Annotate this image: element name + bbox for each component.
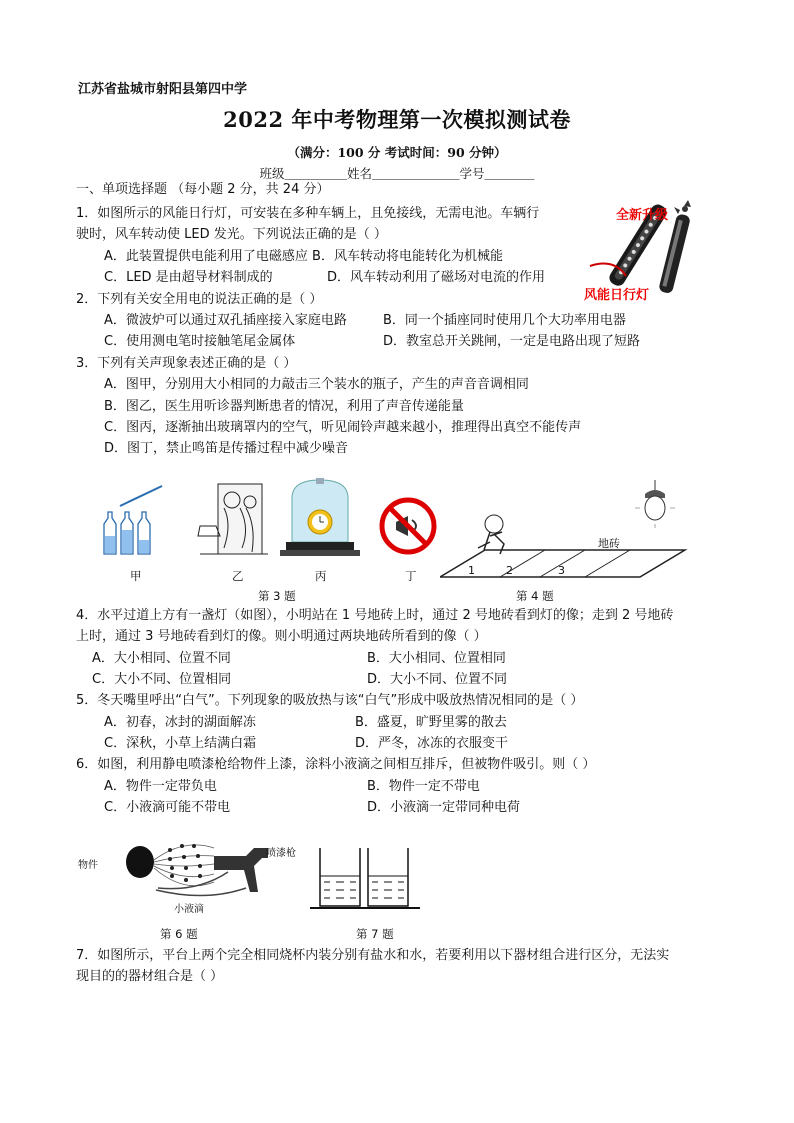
tile-number-1: 1 — [468, 564, 475, 577]
q2-option-c: C．使用测电笔时接触笔尾金属体 — [104, 334, 296, 349]
fig-label-yi: 乙 — [232, 569, 244, 583]
q6-option-d: D．小液滴一定带同种电荷 — [367, 800, 521, 815]
exam-title: 2022 年中考物理第一次模拟测试卷 — [223, 107, 571, 132]
q6-stem: 6．如图，利用静电喷漆枪给物件上漆，涂料小液滴之间相互排斥，但被物件吸引。则（ ） — [76, 757, 596, 772]
q1-stem-line1: 1．如图所示的风能日行灯，可安装在多种车辆上，且免接线，无需电池。车辆行 — [76, 206, 540, 221]
q5-option-d: D．严冬，冰冻的衣服变干 — [355, 736, 509, 751]
bottles-figure — [104, 486, 162, 554]
q4-option-b: B．大小相同、位置相同 — [367, 651, 506, 666]
q3-option-a: A．图甲，分别用大小相同的力敲击三个装水的瓶子，产生的声音音调相同 — [104, 377, 529, 392]
section-heading: 一、单项选择题 （每小题 2 分，共 24 分） — [76, 182, 330, 197]
q6-option-b: B．物件一定不带电 — [367, 779, 480, 794]
q4-stem-line1: 4．水平过道上方有一盏灯（如图），小明站在 1 号地砖上时，通过 2 号地砖看到灯的像；走到 2 号地砖 — [76, 608, 674, 623]
q5-option-b: B．盛夏，旷野里雾的散去 — [355, 715, 507, 730]
q7-stem-line1: 7．如图所示，平台上两个完全相同烧杯内装分别有盐水和水，若要利用以下器材组合进行区分，无法实 — [76, 948, 670, 963]
tile-label: 地砖 — [598, 537, 620, 550]
q2-option-d: D．教室总开关跳闸，一定是电路出现了短路 — [383, 334, 641, 349]
fig-label-ding: 丁 — [405, 569, 417, 583]
q4-caption: 第 4 题 — [516, 589, 554, 603]
q4-option-a: A．大小相同、位置不同 — [92, 651, 231, 666]
q2-option-b: B．同一个插座同时使用几个大功率用电器 — [383, 313, 626, 328]
q4-option-d: D．大小不同、位置不同 — [367, 672, 508, 687]
label-object: 物件 — [78, 860, 98, 871]
q6-option-a: A．物件一定带负电 — [104, 779, 217, 794]
q1-option-c: C．LED 是由超导材料制成的 — [104, 270, 273, 285]
tile-number-3: 3 — [558, 564, 565, 577]
q3-option-d: D．图丁，禁止鸣笛是传播过程中减少噪音 — [104, 441, 349, 456]
fig-label-bing: 丙 — [315, 569, 327, 583]
tile-number-2: 2 — [506, 564, 513, 577]
q4-stem-line2: 上时，通过 3 号地砖看到灯的像。则小明通过两块地砖所看到的像（ ） — [76, 629, 487, 644]
q3-caption: 第 3 题 — [258, 589, 296, 603]
q4-option-c: C．大小不同、位置相同 — [92, 672, 232, 687]
q6-figure — [78, 830, 308, 915]
no-honking-sign — [382, 500, 434, 552]
q2-option-a: A．微波炉可以通过双孔插座接入家庭电路 — [104, 313, 347, 328]
q7-beakers-figure — [310, 846, 420, 914]
badge-upgrade: 全新升级 — [616, 208, 669, 223]
exam-subtitle: （满分：100 分 考试时间：90 分钟） — [287, 145, 507, 160]
fig-label-jia: 甲 — [130, 569, 142, 583]
q2-stem: 2．下列有关安全用电的说法正确的是（ ） — [76, 292, 323, 307]
label-spray-gun: 喷漆枪 — [266, 848, 296, 859]
q6-option-c: C．小液滴可能不带电 — [104, 800, 231, 815]
q3-option-c: C．图丙，逐渐抽出玻璃罩内的空气，听见闹铃声越来越小，推理得出真空不能传声 — [104, 420, 582, 435]
q4-figure — [440, 480, 690, 580]
q3-option-b: B．图乙，医生用听诊器判断患者的情况，利用了声音传递能量 — [104, 399, 464, 414]
badge-product-name: 风能日行灯 — [584, 288, 650, 303]
student-info-line: 班级＿＿＿＿＿姓名＿＿＿＿＿＿＿学号＿＿＿＿ — [259, 166, 535, 181]
label-droplets: 小液滴 — [174, 904, 204, 915]
q5-stem: 5．冬天嘴里呼出“白气”。下列现象的吸放热与该“白气”形成中吸放热情况相同的是（ ） — [76, 693, 584, 708]
q5-option-a: A．初春，冰封的湖面解冻 — [104, 715, 256, 730]
bell-jar-figure — [280, 478, 360, 556]
wind-light-image — [584, 196, 700, 304]
q7-caption: 第 7 题 — [356, 927, 394, 941]
q1-option-d: D．风车转动利用了磁场对电流的作用 — [327, 270, 546, 285]
q5-option-c: C．深秋，小草上结满白霜 — [104, 736, 257, 751]
doctor-figure — [198, 484, 268, 554]
q7-stem-line2: 现目的的器材组合是（ ） — [76, 969, 224, 984]
q3-figures — [100, 478, 450, 568]
q6-caption: 第 6 题 — [160, 927, 198, 941]
q1-option-ab: A．此装置提供电能利用了电磁感应 B．风车转动将电能转化为机械能 — [104, 249, 503, 264]
q3-stem: 3．下列有关声现象表述正确的是（ ） — [76, 356, 297, 371]
q1-stem-line2: 驶时，风车转动使 LED 发光。下列说法正确的是（ ） — [76, 227, 387, 242]
school-name: 江苏省盐城市射阳县第四中学 — [78, 82, 248, 97]
